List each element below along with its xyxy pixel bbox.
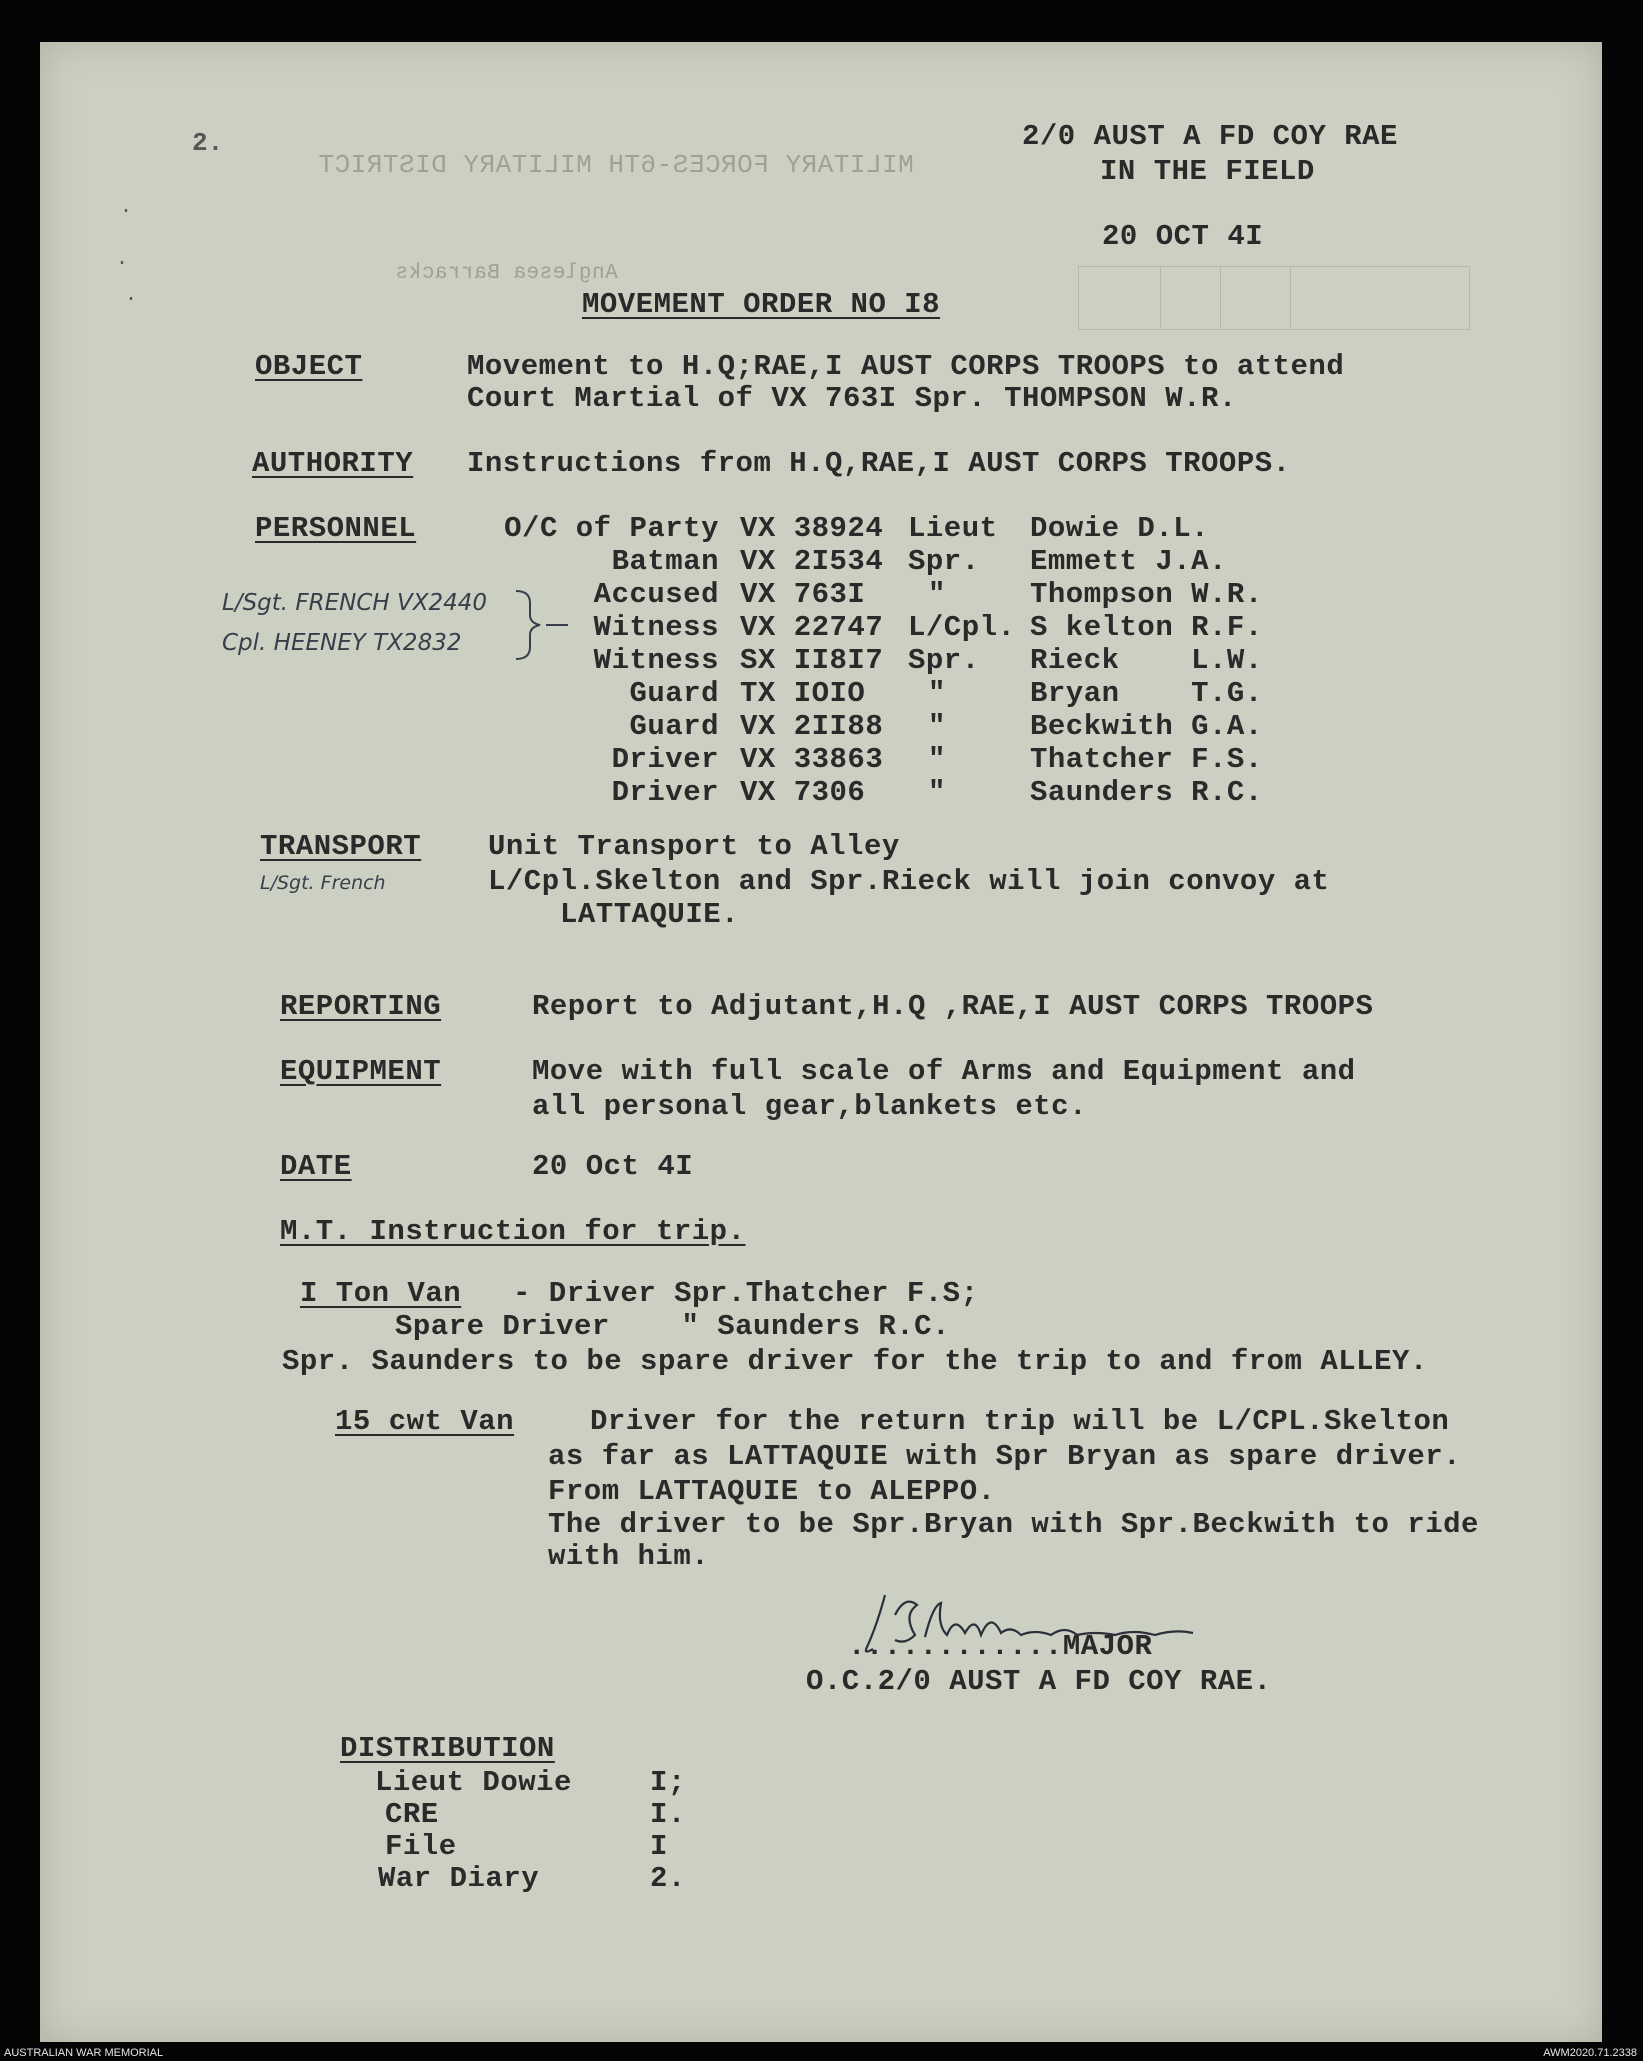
transport-line1: Unit Transport to Alley — [488, 830, 900, 863]
personnel-rank: Spr. — [908, 545, 980, 578]
signature-unit: O.C.2/0 AUST A FD COY RAE. — [806, 1665, 1272, 1698]
personnel-role: Witness — [593, 644, 719, 677]
personnel-role: Accused — [593, 578, 719, 611]
transport-line2: L/Cpl.Skelton and Spr.Rieck will join convoy at — [488, 865, 1330, 898]
header-date: 20 OCT 4I — [1102, 220, 1264, 253]
transport-label: TRANSPORT — [260, 830, 422, 863]
personnel-number: VX 38924 — [740, 512, 884, 545]
personnel-role: O/C of Party — [504, 512, 719, 545]
distribution-recipient: War Diary — [378, 1862, 540, 1895]
personnel-role: Guard — [629, 677, 719, 710]
personnel-name: Thompson W.R. — [1030, 578, 1263, 611]
equipment-label: EQUIPMENT — [280, 1055, 442, 1088]
personnel-name: Thatcher F.S. — [1030, 743, 1263, 776]
personnel-role: Guard — [629, 710, 719, 743]
distribution-recipient: File — [385, 1830, 457, 1863]
personnel-name: Rieck L.W. — [1030, 644, 1263, 677]
footer-left: AUSTRALIAN WAR MEMORIAL — [4, 2047, 164, 2059]
personnel-rank: Spr. — [908, 644, 980, 677]
object-label: OBJECT — [255, 350, 363, 383]
corner-mark: 2. — [192, 128, 224, 158]
personnel-name: S kelton R.F. — [1030, 611, 1263, 644]
van1-line1: - Driver Spr.Thatcher F.S; — [513, 1277, 979, 1310]
transport-handwritten-note: L/Sgt. French — [260, 872, 386, 894]
header-location: IN THE FIELD — [1100, 155, 1315, 188]
personnel-rank: " — [928, 710, 946, 743]
personnel-rank: " — [928, 743, 946, 776]
personnel-number: VX 33863 — [740, 743, 884, 776]
header-unit: 2/0 AUST A FD COY RAE — [1022, 120, 1398, 153]
signature-dots-rank: ............MAJOR — [848, 1630, 1153, 1663]
distribution-recipient: CRE — [385, 1798, 439, 1831]
date-label: DATE — [280, 1150, 352, 1183]
stamp-box — [1078, 266, 1470, 330]
personnel-role: Batman — [611, 545, 719, 578]
van2-label: 15 cwt Van — [335, 1405, 515, 1438]
personnel-rank: L/Cpl. — [908, 611, 1016, 644]
van2-line5: with him. — [548, 1540, 710, 1573]
footer-right: AWM2020.71.2338 — [1543, 2047, 1637, 2059]
van1-line3: Spr. Saunders to be spare driver for the trip to and from ALLEY. — [282, 1345, 1428, 1378]
van2-line2: as far as LATTAQUIE with Spr Bryan as spare driver. — [548, 1440, 1462, 1473]
distribution-count: I — [650, 1830, 668, 1863]
personnel-number: VX 22747 — [740, 611, 884, 644]
transport-line3: LATTAQUIE. — [560, 898, 740, 931]
distribution-count: I. — [650, 1798, 686, 1831]
personnel-number: VX 2II88 — [740, 710, 884, 743]
hole-mark: · — [125, 288, 138, 311]
van1-line2: Spare Driver " Saunders R.C. — [395, 1310, 950, 1343]
object-line1: Movement to H.Q;RAE,I AUST CORPS TROOPS to attend — [467, 350, 1345, 383]
personnel-rank: " — [928, 677, 946, 710]
equipment-line2: all personal gear,blankets etc. — [532, 1090, 1087, 1123]
personnel-name: Emmett J.A. — [1030, 545, 1227, 578]
personnel-number: SX II8I7 — [740, 644, 884, 677]
personnel-name: Beckwith G.A. — [1030, 710, 1263, 743]
stamp-box-divider — [1290, 266, 1292, 328]
personnel-number: VX 763I — [740, 578, 866, 611]
personnel-rank: " — [928, 578, 946, 611]
personnel-name: Saunders R.C. — [1030, 776, 1263, 809]
reporting-text: Report to Adjutant,H.Q ,RAE,I AUST CORPS TROOPS — [532, 990, 1374, 1023]
hole-mark: · — [120, 200, 133, 223]
stamp-box-divider — [1160, 266, 1162, 328]
equipment-line1: Move with full scale of Arms and Equipment and — [532, 1055, 1356, 1088]
personnel-role: Witness — [593, 611, 719, 644]
document-title: MOVEMENT ORDER NO I8 — [582, 288, 941, 321]
personnel-rank: " — [928, 776, 946, 809]
handwritten-brace — [510, 585, 570, 665]
personnel-label: PERSONNEL — [255, 512, 417, 545]
van1-label: I Ton Van — [300, 1277, 462, 1310]
handwritten-addition-1: L/Sgt. FRENCH VX2440 — [222, 590, 488, 616]
hole-mark: · — [116, 252, 129, 275]
personnel-number: TX IOIO — [740, 677, 866, 710]
personnel-rank: Lieut — [908, 512, 998, 545]
stamp-box-divider — [1220, 266, 1222, 328]
object-line2: Court Martial of VX 763I Spr. THOMPSON W.R. — [467, 382, 1237, 415]
distribution-count: I; — [650, 1766, 686, 1799]
personnel-number: VX 2I534 — [740, 545, 884, 578]
van2-line3: From LATTAQUIE to ALEPPO. — [548, 1475, 996, 1508]
stamp-text-line2: Anglesea Barracks — [395, 262, 618, 285]
distribution-heading: DISTRIBUTION — [340, 1732, 555, 1765]
date-text: 20 Oct 4I — [532, 1150, 694, 1183]
personnel-name: Dowie D.L. — [1030, 512, 1210, 545]
handwritten-addition-2: Cpl. HEENEY TX2832 — [222, 630, 462, 656]
reporting-label: REPORTING — [280, 990, 442, 1023]
van2-line1: Driver for the return trip will be L/CPL.Skelton — [590, 1405, 1450, 1438]
van2-line4: The driver to be Spr.Bryan with Spr.Beckwith to ride — [548, 1508, 1479, 1541]
personnel-role: Driver — [611, 776, 719, 809]
distribution-recipient: Lieut Dowie — [375, 1766, 572, 1799]
mt-heading: M.T. Instruction for trip. — [280, 1215, 746, 1248]
stamp-text-line1: MILITARY FORCES-6TH MILITARY DISTRICT — [318, 150, 914, 180]
distribution-count: 2. — [650, 1862, 686, 1895]
personnel-number: VX 7306 — [740, 776, 866, 809]
authority-text: Instructions from H.Q,RAE,I AUST CORPS TROOPS. — [467, 447, 1291, 480]
personnel-name: Bryan T.G. — [1030, 677, 1263, 710]
personnel-role: Driver — [611, 743, 719, 776]
document-page — [40, 42, 1602, 2042]
authority-label: AUTHORITY — [252, 447, 414, 480]
